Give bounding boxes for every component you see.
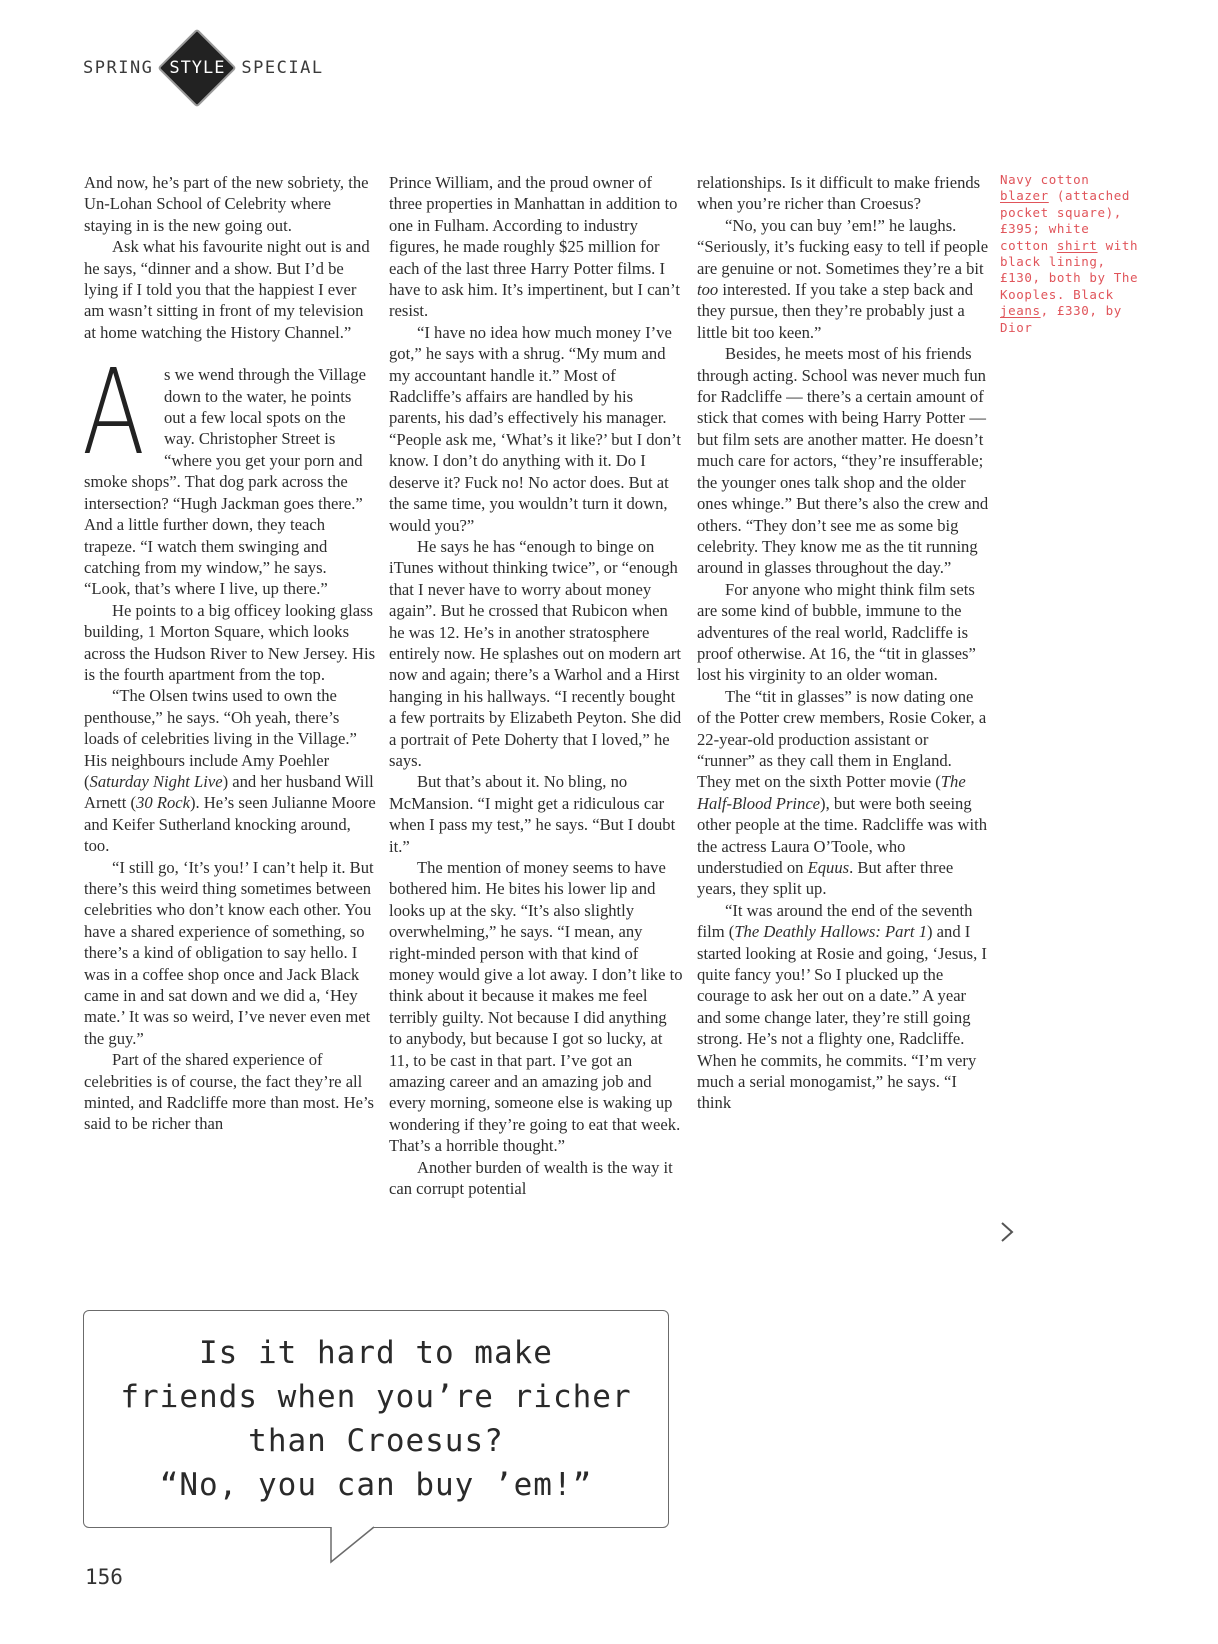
italic-title: The Half-Blood Prince [697, 772, 966, 813]
pull-quote-line: than Croesus? [248, 1423, 504, 1459]
paragraph: “I have no idea how much money I’ve got,” he says with a shrug. “My mum and my accountant handle it.” Most of Radcliffe’s affairs are handled by his parents, his dad’s effectively his manager. “People ask me, ‘What’s it like?’ but I don’t know. I don’t do anything with it. Do I deserve it? Fuck no! No actor does. But at the same time, you wouldn’t turn it down, would you?” [389, 322, 682, 535]
paragraph [697, 686, 989, 900]
paragraph: For anyone who might think film sets are some kind of bubble, immune to the adventures of the real world, Radcliffe is proof otherwise. At 16, the “tit in glasses” lost his virginity to an older woman. [697, 579, 976, 685]
speech-bubble-tail [330, 1526, 390, 1566]
section-kicker [83, 40, 324, 96]
caption-link-blazer[interactable]: blazer [1000, 188, 1049, 204]
caption-link-jeans[interactable]: jeans [1000, 303, 1041, 319]
paragraph: Prince William, and the proud owner of three properties in Manhattan in addition to one in Fulham. According to industry figures, he made roughly $25 million for each of the last three Harry Potter films. I have to ask him. It’s impertinent, but I can’t resist. [389, 173, 680, 321]
text-run: The “tit in glasses” is now dating one of the Potter crew members, Rosie Coker, a 22-year-old production assistant or “runner” as they call them in England. They met on the sixth Potter movie ( [697, 686, 987, 792]
chevron-right-icon[interactable] [997, 1220, 1017, 1244]
paragraph: He points to a big officey looking glass building, 1 Morton Square, which looks across the Hudson River to New Jersey. His is the fourth apartment from the top. [84, 600, 376, 684]
article-column-3 [697, 172, 989, 1114]
drop-cap: A [82, 343, 145, 482]
text-run: ). He’s seen Julianne Moore and Keifer Sutherland knocking around, too. [84, 793, 376, 856]
caption-text: , £330, by Dior [1000, 303, 1122, 335]
paragraph [84, 685, 376, 856]
text-run: “It was around the end of the seventh film ( [697, 900, 973, 942]
italic-title: Equus [807, 858, 850, 877]
italic-title: 30 Rock [136, 793, 190, 813]
caption-text: (attached pocket square), £395; white cotton [1000, 188, 1131, 253]
paragraph: Part of the shared experience of celebrities is of course, the fact they’re all minted, and Radcliffe more than most. He’s said to be richer than [84, 1050, 375, 1134]
paragraph: And now, he’s part of the new sobriety, the Un-Lohan School of Celebrity where staying in is the new going out. [84, 173, 369, 235]
paragraph: But that’s about it. No bling, no McMansion. “I might get a ridiculous car when I pass my test,” he says. “But I doubt it.” [389, 772, 676, 856]
text-run: . But after three years, they split up. [697, 858, 954, 899]
kicker-left: SPRING [83, 58, 154, 78]
pull-quote-line: “No, you can buy ’em!” [159, 1467, 593, 1503]
paragraph: Another burden of wealth is the way it can corrupt potential [389, 1157, 673, 1199]
pull-quote-line: friends when you’re richer [120, 1379, 632, 1415]
pull-quote-line: Is it hard to make [199, 1335, 553, 1371]
kicker-center: STYLE [169, 58, 226, 78]
paragraph [697, 215, 989, 343]
paragraph: The mention of money seems to have bothered him. He bites his lower lip and looks up at the sky. “It’s also slightly overwhelming,” he says. “I mean, any right-minded person with that kind of money would give a lot away. I don’t like to think about it because it makes me feel terribly guilty. Not because I did anything to anybody, but because I got so lucky, at 11, to be cast in that part. I’ve got an amazing career and an amazing job and every morning, someone else is waking up wondering if they’re going to eat that week. That’s a horrible thought.” [389, 858, 683, 1156]
text-run: ), but were both seeing other people at the time. Radcliffe was with the actress Laura O’Toole, who understudied on [697, 793, 987, 877]
text-run: ) and I started looking at Rosie and going, ‘Jesus, I quite fancy you!’ So I plucked up the courage to ask her out on a date.” A year and some change later, they’re still going strong. He’s not a flighty one, Radcliffe. When he commits, he commits. “I’m very much a serial monogamist,” he says. “I think [697, 922, 987, 1113]
paragraph: Besides, he meets most of his friends through acting. School was never much fun for Radcliffe — there’s a certain amount of stick that comes with being Harry Potter — but film sets are another matter. He doesn’t much care for actors, “they’re insufferable; the younger ones talk shop and the older ones whinge.” But there’s also the crew and others. “They don’t see me as some big celebrity. They know me as the tit running around in glasses throughout the day.” [697, 344, 989, 578]
text-run: ) and her husband Will Arnett ( [84, 771, 374, 813]
article-column-1 [84, 172, 376, 1135]
paragraph: “I still go, ‘It’s you!’ I can’t help it. But there’s this weird thing sometimes between celebrities who don’t know each other. You have a shared experience of something, so there’s a kind of obligation to say hello. I was in a coffee shop once and Jack Black came in and sat down and we did a, ‘Hey mate.’ It was so weird, I’ve never even met the guy.” [84, 857, 374, 1048]
italic-title: The Deathly Hallows: Part 1 [734, 922, 927, 942]
article-column-2 [389, 172, 683, 1200]
italic-word: too [697, 280, 719, 300]
paragraph: Ask what his favourite night out is and he says, “dinner and a show. But I’d be lying if I told you that the happiest I ever am wasn’t sitting in front of my television at home watching the History Channel.” [84, 237, 370, 342]
paragraph-text: s we wend through the Village down to the water, he points out a few local spots on the way. Christopher Street is “where you get your porn and smoke shops”. That dog park across the intersection? “Hugh Jackman goes there.” And a little further down, they teach trapeze. “I watch them swinging and catching from my window,” he says. “Look, that’s where I live, up there.” [84, 365, 366, 599]
paragraph: He says he has “enough to binge on iTunes without thinking twice”, or “enough that I never have to worry about money again”. But he crossed that Rubicon when he was 12. He’s in another stratosphere entirely now. He splashes out on modern art now and again; there’s a Warhol and a Hirst hanging in his hallways. “I recently bought a few portraits by Elizabeth Peyton. She did a portrait of Pete Doherty that I loved,” he says. [389, 536, 682, 770]
italic-title: Saturday Night Live [89, 771, 223, 791]
kicker-badge [156, 27, 238, 109]
paragraph-dropcap [82, 343, 376, 599]
caption-text: with black lining, £130, both by The Kooples. Black [1000, 237, 1139, 302]
paragraph: relationships. Is it difficult to make friends when you’re richer than Croesus? [697, 173, 981, 214]
pull-quote-text [84, 1331, 668, 1507]
kicker-right: SPECIAL [241, 58, 324, 78]
text-run: “The Olsen twins used to own the penthouse,” he says. “Oh yeah, there’s loads of celebrities living in the Village.” His neighbours include Amy Poehler ( [84, 686, 357, 791]
fashion-credit-caption [1000, 172, 1140, 336]
caption-link-shirt[interactable]: shirt [1056, 237, 1098, 253]
page-number: 156 [85, 1565, 123, 1589]
caption-text: Navy cotton [1000, 172, 1090, 187]
text-run: interested. If you take a step back and they pursue, then they’re probably just a little bit too keen.” [697, 280, 974, 342]
pull-quote-bubble [83, 1310, 669, 1528]
paragraph [697, 900, 989, 1114]
text-run: “No, you can buy ’em!” he laughs. “Seriously, it’s fucking easy to tell if people are genuine or not. Sometimes they’re a bit [697, 215, 989, 278]
